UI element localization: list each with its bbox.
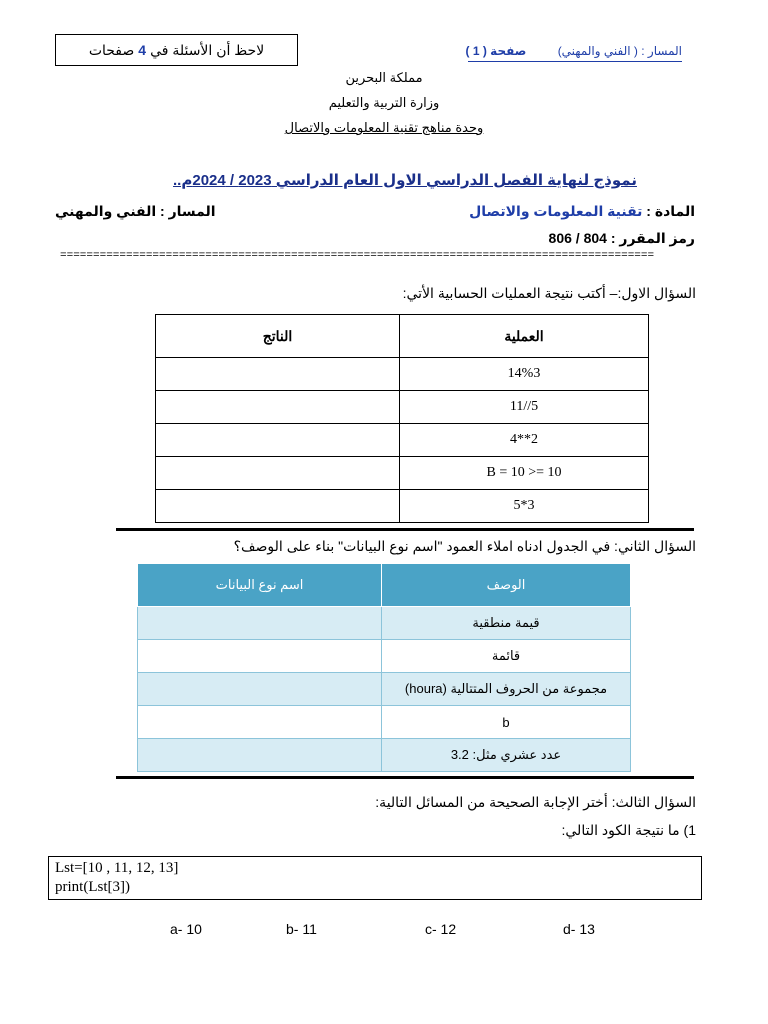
pages-note-text: لاحظ أن الأسئلة في — [150, 41, 265, 58]
table-row — [156, 424, 649, 457]
data-types-table — [137, 563, 631, 772]
pages-note-box — [55, 34, 298, 66]
pages-count: 4 — [138, 42, 147, 58]
type-name-cell[interactable] — [138, 739, 382, 772]
ministry-name: وزارة التربية والتعليم — [328, 95, 440, 110]
section-divider — [116, 776, 694, 779]
operations-table — [155, 314, 649, 523]
operation-cell: B = 10 >= 10 — [400, 457, 649, 490]
data-types-table-header — [138, 564, 631, 607]
description-header: الوصف — [382, 564, 631, 607]
header-track: المسار : ( الفني والمهني) — [557, 44, 682, 58]
course-code-row — [55, 230, 695, 247]
answer-option-a[interactable]: a- 10 — [170, 921, 202, 937]
section-divider — [116, 528, 694, 531]
description-cell: قيمة منطقية — [382, 607, 631, 640]
type-name-cell[interactable] — [138, 706, 382, 739]
subject-label: المادة : — [646, 203, 695, 219]
exam-title: نموذج لنهاية الفصل الدراسي الاول العام الدراسي 2023 / 2024م.. — [173, 172, 637, 189]
table-row — [138, 706, 631, 739]
course-code-field — [549, 230, 695, 247]
result-cell[interactable] — [156, 358, 400, 391]
result-cell[interactable] — [156, 424, 400, 457]
question-1-text: السؤال الاول:– أكتب نتيجة العمليات الحسابية الأتي: — [402, 285, 696, 301]
result-cell[interactable] — [156, 391, 400, 424]
description-cell: مجموعة من الحروف المتتالية (houra) — [382, 673, 631, 706]
subject-value: تقنية المعلومات والاتصال — [469, 203, 643, 219]
type-name-cell[interactable] — [138, 607, 382, 640]
course-code-label: رمز المقرر : — [610, 230, 695, 246]
description-cell: قائمة — [382, 640, 631, 673]
operation-cell: 11//5 — [400, 391, 649, 424]
table-row — [156, 391, 649, 424]
question-3-item-1: 1) ما نتيجة الكود التالي: — [561, 822, 696, 838]
table-row — [138, 640, 631, 673]
operation-cell: 4**2 — [400, 424, 649, 457]
page-number: صفحة ( 1 ) — [465, 44, 527, 58]
course-code-value: 804 / 806 — [548, 230, 607, 246]
question-3-text: السؤال الثالث: أختر الإجابة الصحيحة من المسائل التالية: — [375, 794, 696, 810]
table-row — [138, 739, 631, 772]
result-cell[interactable] — [156, 457, 400, 490]
question-2-text: السؤال الثاني: في الجدول ادناه املاء العمود "اسم نوع البيانات" بناء على الوصف؟ — [233, 538, 696, 554]
operation-cell: 5*3 — [400, 490, 649, 523]
type-name-header: اسم نوع البيانات — [138, 564, 382, 607]
pages-note-suffix: صفحات — [88, 41, 135, 58]
type-name-cell[interactable] — [138, 673, 382, 706]
answer-option-d[interactable]: d- 13 — [563, 921, 595, 937]
code-box — [48, 856, 702, 900]
table-row — [138, 607, 631, 640]
answer-option-b[interactable]: b- 11 — [286, 921, 317, 937]
description-cell: عدد عشري مثل: 3.2 — [382, 739, 631, 772]
description-cell: b — [382, 706, 631, 739]
curriculum-unit: وحدة مناهج تقنية المعلومات والاتصال — [284, 120, 484, 135]
code-line: Lst=[10 , 11, 12, 13] — [55, 860, 179, 876]
table-row — [156, 490, 649, 523]
operation-header: العملية — [400, 315, 649, 358]
type-name-cell[interactable] — [138, 640, 382, 673]
header-track-line — [465, 44, 682, 62]
subject-row — [55, 203, 695, 220]
table-row — [156, 457, 649, 490]
answer-option-c[interactable]: c- 12 — [425, 921, 457, 937]
table-row — [138, 673, 631, 706]
kingdom-name: مملكة البحرين — [345, 70, 423, 85]
table-row — [156, 358, 649, 391]
code-line: print(Lst[3]) — [55, 879, 130, 895]
track-field: المسار : الفني والمهني — [55, 203, 216, 219]
result-cell[interactable] — [156, 490, 400, 523]
separator-line: ========================================================================================== — [60, 250, 655, 262]
result-header: الناتج — [156, 315, 400, 358]
subject-field — [469, 203, 695, 220]
operation-cell: 14%3 — [400, 358, 649, 391]
operations-table-header — [156, 315, 649, 358]
